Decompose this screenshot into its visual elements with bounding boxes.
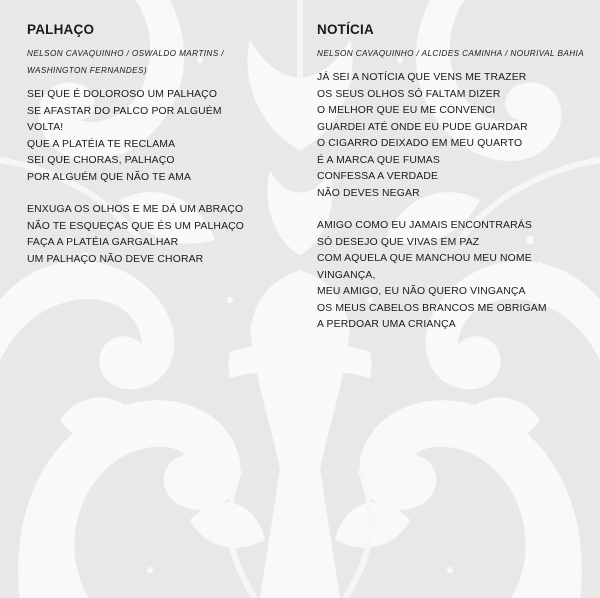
lyric-line: QUE A PLATÉIA TE RECLAMA bbox=[27, 138, 176, 150]
lyric-line: VINGANÇA, bbox=[317, 269, 376, 281]
lyric-line: É A MARCA QUE FUMAS bbox=[317, 154, 440, 166]
lyric-line: AMIGO COMO EU JAMAIS ENCONTRARÁS bbox=[317, 220, 532, 231]
lyrics-stanza bbox=[317, 70, 587, 202]
lyric-line: SEI QUE É DOLOROSO UM PALHAÇO bbox=[27, 89, 218, 100]
lyrics-stanza bbox=[27, 87, 297, 186]
lyric-line: FAÇA A PLATÉIA GARGALHAR bbox=[27, 237, 179, 248]
credits-line: NELSON CAVAQUINHO / ALCIDES CAMINHA / NOURIVAL BAHIA bbox=[317, 49, 585, 58]
lyric-line: GUARDEI ATÉ ONDE EU PUDE GUARDAR bbox=[317, 121, 528, 133]
lyric-line: MEU AMIGO, EU NÃO QUERO VINGANÇA bbox=[317, 286, 526, 297]
lyric-line: COM AQUELA QUE MANCHOU MEU NOME bbox=[317, 253, 532, 264]
lyric-line: O CIGARRO DEIXADO EM MEU QUARTO bbox=[317, 138, 523, 149]
song-title: PALHAÇO bbox=[27, 22, 95, 37]
lyric-line: O MELHOR QUE EU ME CONVENCI bbox=[317, 105, 496, 116]
lyric-line: SÓ DESEJO QUE VIVAS EM PAZ bbox=[317, 236, 480, 248]
lyrics-stanza bbox=[27, 202, 297, 268]
song-credits bbox=[27, 45, 297, 79]
song-credits bbox=[317, 45, 587, 62]
lyric-line: POR ALGUÉM QUE NÃO TE AMA bbox=[27, 171, 192, 183]
lyric-line: CONFESSA A VERDADE bbox=[317, 171, 439, 182]
lyric-line: NÃO TE ESQUEÇAS QUE ÉS UM PALHAÇO bbox=[27, 220, 245, 232]
lyric-line: ENXUGA OS OLHOS E ME DÁ UM ABRAÇO bbox=[27, 204, 244, 215]
credits-line: NELSON CAVAQUINHO / OSWALDO MARTINS / bbox=[27, 49, 224, 58]
song-noticia bbox=[317, 22, 587, 350]
lyric-line: VOLTA! bbox=[27, 122, 64, 133]
song-palhaco bbox=[27, 22, 297, 284]
lyric-line: OS MEUS CABELOS BRANCOS ME OBRIGAM bbox=[317, 302, 547, 314]
lyric-line: SEI QUE CHORAS, PALHAÇO bbox=[27, 155, 175, 166]
lyric-line: UM PALHAÇO NÃO DEVE CHORAR bbox=[27, 253, 204, 265]
song-title: NOTÍCIA bbox=[317, 22, 374, 37]
lyric-line: NÃO DEVES NEGAR bbox=[317, 187, 420, 199]
lyric-line: JÁ SEI A NOTÍCIA QUE VENS ME TRAZER bbox=[317, 72, 527, 83]
lyrics-stanza bbox=[317, 218, 587, 334]
credits-line: WASHINGTON FERNANDES) bbox=[27, 66, 148, 75]
lyric-line: SE AFASTAR DO PALCO POR ALGUÉM bbox=[27, 105, 222, 117]
lyric-line: A PERDOAR UMA CRIANÇA bbox=[317, 319, 456, 330]
lyric-line: OS SEUS OLHOS SÓ FALTAM DIZER bbox=[317, 88, 501, 100]
